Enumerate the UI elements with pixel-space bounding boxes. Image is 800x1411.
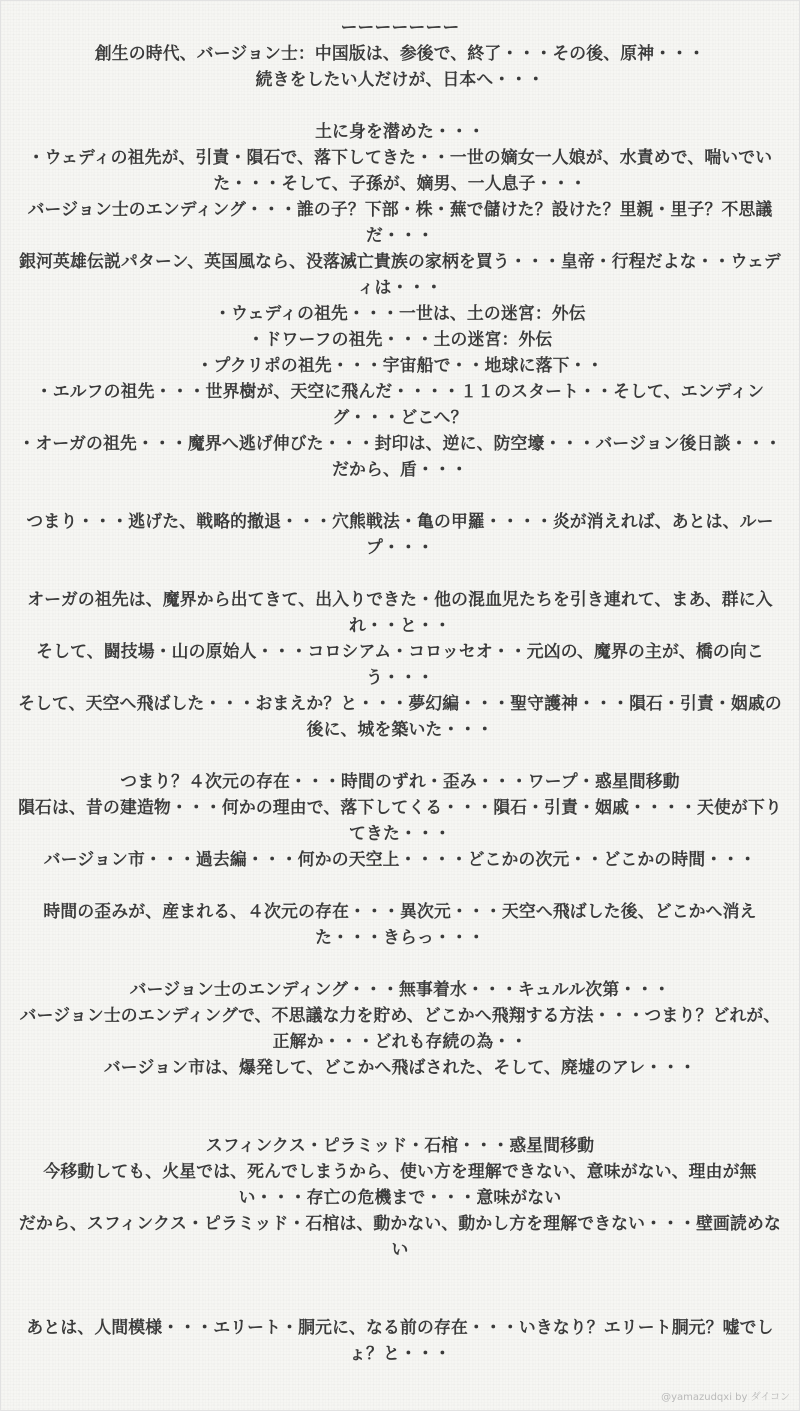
text-line: 続きをしたい人だけが、日本へ・・・ bbox=[255, 69, 545, 89]
text-line: ・ウェディの祖先・・・一世は、土の迷宮：外伝 bbox=[214, 303, 586, 323]
text-line: ・プクリポの祖先・・・宇宙船で・・地球に落下・・ bbox=[196, 355, 604, 375]
blank-line bbox=[14, 950, 786, 976]
text-line: つまり・・・逃げた、戦略的撤退・・・穴熊戦法・亀の甲羅・・・・炎が消えれば、あとは、ループ・・・ bbox=[26, 511, 774, 557]
text-line: バージョン士のエンディング・・・誰の子？下部・株・蕪で儲けた？設けた？里親・里子？不思議だ・・・ bbox=[27, 199, 773, 245]
text-line: ・オーガの祖先・・・魔界へ逃げ伸びた・・・封印は、逆に、防空壕・・・バージョン後日談・・・だから、盾・・・ bbox=[18, 433, 782, 479]
text-line: あとは、人間模様・・・エリート・胴元に、なる前の存在・・・いきなり？エリート胴元？嘘でしょ？と・・・ bbox=[26, 1317, 774, 1363]
text-line: 隕石は、昔の建造物・・・何かの理由で、落下してくる・・・隕石・引責・姻戚・・・・天使が下りてきた・・・ bbox=[18, 797, 782, 843]
text-line: 創生の時代、バージョン士：中国版は、参後で、終了・・・その後、原神・・・ bbox=[94, 43, 706, 63]
blank-line bbox=[14, 92, 786, 118]
text-line: そして、闘技場・山の原始人・・・コロシアム・コロッセオ・・元凶の、魔界の主が、橋の向こう・・・ bbox=[36, 641, 764, 687]
text-line: スフィンクス・ピラミッド・石棺・・・惑星間移動 bbox=[205, 1135, 595, 1155]
text-line: ・ウェディの祖先が、引責・隕石で、落下してきた・・一世の嫡女一人娘が、水責めで、喘いでいた・・・そして、子孫が、嫡男、一人息子・・・ bbox=[27, 147, 773, 193]
blank-line bbox=[14, 482, 786, 508]
blank-line bbox=[14, 1080, 786, 1106]
blank-line bbox=[14, 560, 786, 586]
text-line: ・エルフの祖先・・・世界樹が、天空に飛んだ・・・・１１のスタート・・そして、エンディング・・・どこへ？ bbox=[35, 381, 765, 427]
separator-line: ーーーーーーー bbox=[340, 17, 460, 37]
text-line: オーガの祖先は、魔界から出てきて、出入りできた・他の混血児たちを引き連れて、まあ、群に入れ・・と・・ bbox=[27, 589, 773, 635]
blank-line bbox=[14, 742, 786, 768]
blank-line bbox=[14, 1262, 786, 1288]
text-line: そして、天空へ飛ばした・・・おまえか？と・・・夢幻編・・・聖守護神・・・隕石・引責・姻戚の後に、城を築いた・・・ bbox=[18, 693, 782, 739]
text-line: バージョン市は、爆発して、どこかへ飛ばされた、そして、廃墟のアレ・・・ bbox=[103, 1057, 697, 1077]
blank-line bbox=[14, 1106, 786, 1132]
blank-line bbox=[14, 872, 786, 898]
text-line: ・ドワーフの祖先・・・土の迷宮：外伝 bbox=[247, 329, 553, 349]
text-line: 今移動しても、火星では、死んでしまうから、使い方を理解できない、意味がない、理由が無い・・・存亡の危機まで・・・意味がない bbox=[43, 1161, 757, 1207]
text-line: 時間の歪みが、産まれる、４次元の存在・・・異次元・・・天空へ飛ばした後、どこかへ消えた・・・きらっ・・・ bbox=[43, 901, 757, 947]
text-line: 銀河英雄伝説パターン、英国風なら、没落滅亡貴族の家柄を買う・・・皇帝・行程だよな・・ウェディは・・・ bbox=[19, 251, 781, 297]
article-body bbox=[14, 14, 786, 1366]
text-line: だから、スフィンクス・ピラミッド・石棺は、動かない、動かし方を理解できない・・・壁画読めない bbox=[19, 1213, 781, 1259]
text-line: バージョン士のエンディング・・・無事着水・・・キュルル次第・・・ bbox=[129, 979, 671, 999]
text-line: バージョン士のエンディングで、不思議な力を貯め、どこかへ飛翔する方法・・・つまり？どれが、正解か・・・どれも存続の為・・ bbox=[19, 1005, 781, 1051]
text-line: 土に身を潜めた・・・ bbox=[315, 121, 485, 141]
author-watermark: @yamazudqxi by ダイコン bbox=[661, 1392, 790, 1403]
blank-line bbox=[14, 1288, 786, 1314]
text-line: つまり？４次元の存在・・・時間のずれ・歪み・・・ワープ・惑星間移動 bbox=[120, 771, 680, 791]
text-line: バージョン市・・・過去編・・・何かの天空上・・・・どこかの次元・・どこかの時間・・・ bbox=[43, 849, 757, 869]
